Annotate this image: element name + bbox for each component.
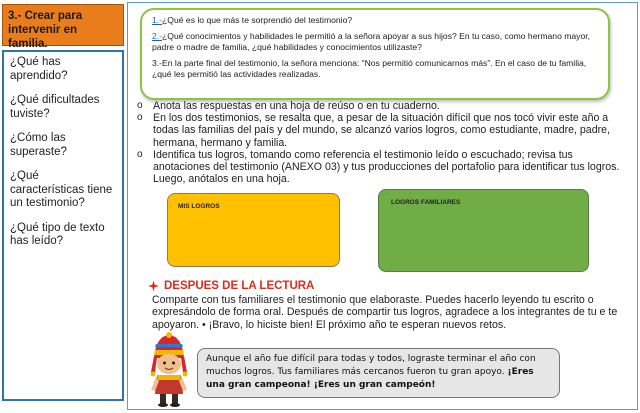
reflection-question: ¿Qué tipo de texto has leído?	[10, 221, 105, 247]
instructions-list	[135, 100, 627, 185]
reflection-question: ¿Qué características tiene un testimonio?	[10, 170, 113, 209]
reflection-question: ¿Qué has aprendido?	[10, 56, 68, 82]
testimony-questions-box	[140, 8, 610, 100]
question-item	[152, 58, 598, 80]
section-title: 3.- Crear para intervenir en familia.	[2, 4, 124, 46]
question-item	[152, 31, 598, 53]
question-number: 3.-	[152, 58, 163, 68]
family-achievements-label: LOGROS FAMILIARES	[391, 199, 461, 206]
question-text: ¿Qué es lo que más te sorprendió del testimonio?	[162, 15, 353, 25]
family-achievements-box	[378, 189, 589, 272]
reflection-question: ¿Qué dificultades tuviste?	[10, 94, 100, 120]
question-text: En la parte final del testimonio, la señora menciona: “Nos permitió comunicarnos más”. En el caso de tu familia, ¿qué les permitió las actividades realizadas.	[152, 58, 587, 79]
list-item: o Identifica tus logros, tomando como referencia el testimonio leído o escuchado; revisa tus anotaciones del testimonio (ANEXO 03) y tus producciones del portafolio para identificar tus logros. Luego, anótalos en una hoja.	[137, 148, 620, 186]
child-character-icon	[144, 330, 194, 408]
bullet-icon: o	[137, 100, 143, 111]
list-item: o Anota las respuestas en una hoja de reúso o en tu cuaderno.	[137, 100, 440, 112]
after-reading-text: Comparte con tus familiares el testimonio que elaboraste. Puedes hacerlo leyendo tu escrito o expresándolo de forma oral. Después de compartir tus logros, agradece a los integrantes de tu e te apoyaron. • ¡Bravo, lo hiciste bien! El próximo año te esperan nuevos retos.	[152, 294, 618, 331]
encouragement-bold-text: ¡Eres una gran campeona! ¡Eres un gran campeón!	[206, 367, 534, 390]
question-number: 1.-	[152, 15, 163, 25]
my-achievements-label: MIS LOGROS	[178, 203, 220, 210]
bullet-icon: o	[137, 112, 143, 124]
question-item	[152, 15, 598, 26]
after-reading-heading	[148, 280, 314, 292]
encouragement-bubble	[197, 348, 560, 398]
reflection-question: ¿Cómo las superaste?	[10, 132, 67, 158]
star-bullet-icon	[148, 281, 159, 292]
reflection-questions-panel	[2, 50, 124, 401]
question-text: ¿Qué conocimientos y habilidades le permitió a la señora apoyar a sus hijos? En tu caso, como hermano mayor, padre o madre de familia, ¿qué habilidades y conocimientos utilizaste?	[152, 31, 591, 52]
after-reading-title: DESPUES DE LA LECTURA	[164, 280, 315, 292]
question-number: 2.-	[152, 31, 163, 41]
bullet-icon: o	[137, 148, 143, 160]
my-achievements-box	[167, 193, 340, 267]
list-item: o En los dos testimonios, se resalta que, a pesar de la situación difícil que nos tocó vivir este año a todas las familias del país y del mundo, se alcanzó varios logros, como estudiante, madre, padre, hermana, hermano y familia.	[137, 112, 610, 149]
encouragement-text: Aunque el año fue difícil para todas y todos, lograste terminar el año con muchos logros. Tus familiares más cercanos fueron tu gran apoyo.	[206, 354, 536, 377]
